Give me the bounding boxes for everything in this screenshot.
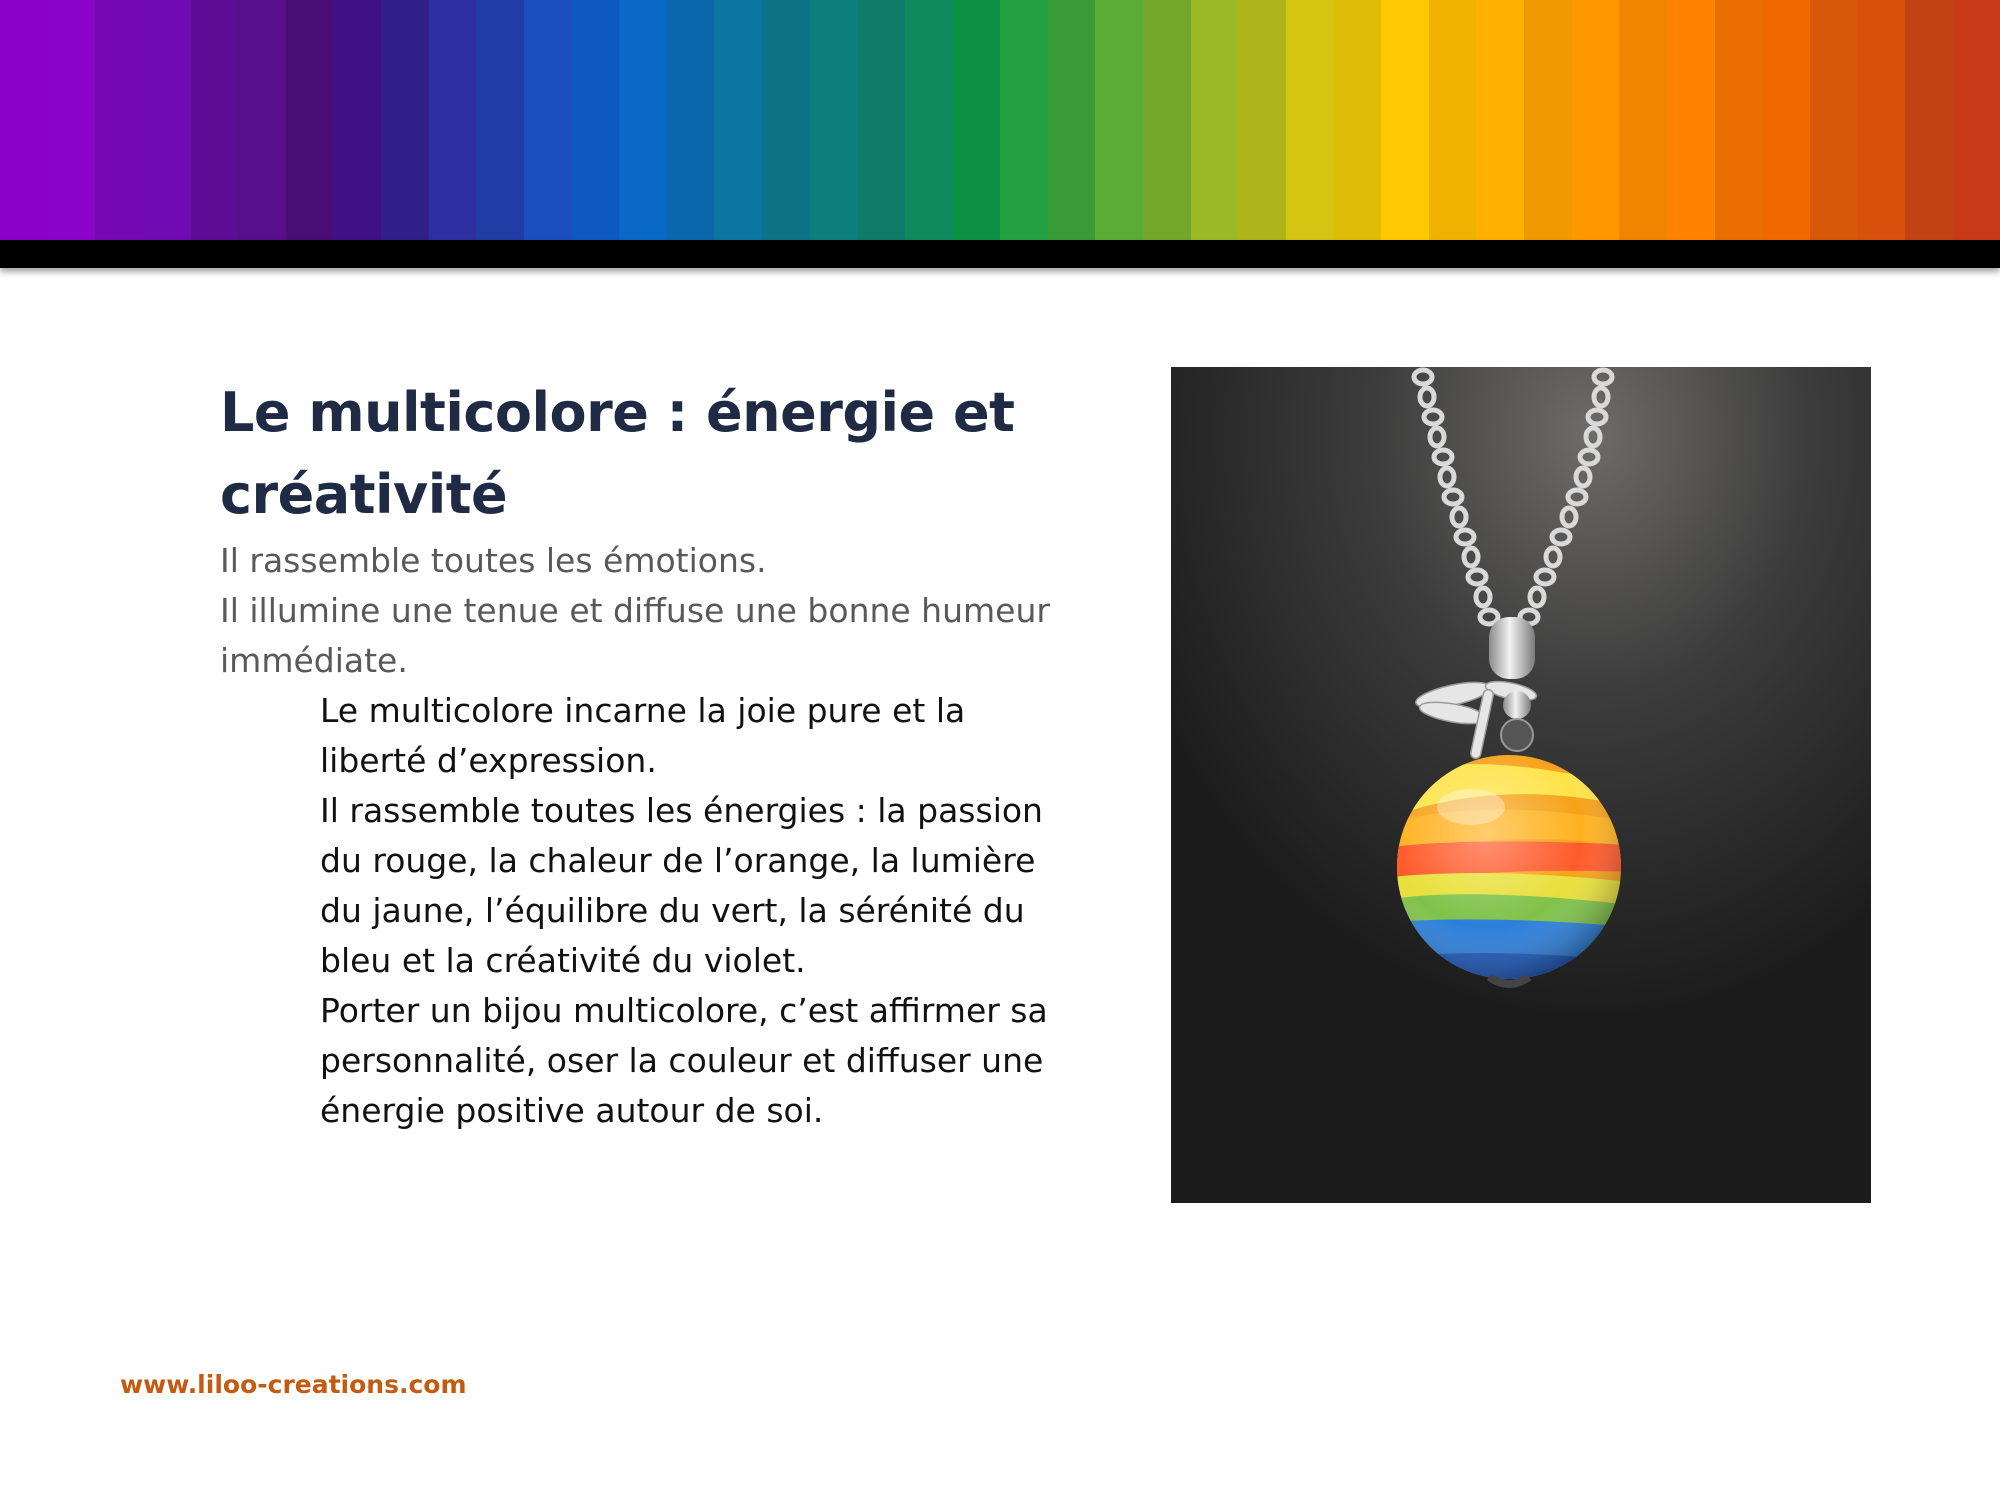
header-black-bar <box>0 240 2000 268</box>
lead-line: Il rassemble toutes les émotions. <box>220 541 767 580</box>
rainbow-stripe <box>333 0 381 240</box>
rainbow-stripe <box>191 0 239 240</box>
body-line: personnalité, oser la couleur et diffuser une <box>320 1041 1044 1080</box>
rainbow-stripe <box>429 0 477 240</box>
body-line: du rouge, la chaleur de l’orange, la lumière <box>320 841 1036 880</box>
rainbow-stripe <box>0 0 48 240</box>
rainbow-stripe <box>1000 0 1048 240</box>
body-line: du jaune, l’équilibre du vert, la sérénité du <box>320 891 1025 930</box>
rainbow-stripe <box>762 0 810 240</box>
rainbow-stripe <box>1334 0 1382 240</box>
rainbow-stripe <box>810 0 858 240</box>
rainbow-banner <box>0 0 2000 240</box>
footer-website-link[interactable]: www.liloo-creations.com <box>120 1370 467 1399</box>
rainbow-stripe <box>476 0 524 240</box>
body-line: liberté d’expression. <box>320 741 657 780</box>
rainbow-stripe <box>1619 0 1667 240</box>
rainbow-stripe <box>1048 0 1096 240</box>
lead-paragraph <box>220 536 1100 686</box>
rainbow-stripe <box>857 0 905 240</box>
rainbow-stripe <box>1286 0 1334 240</box>
rainbow-stripe <box>524 0 572 240</box>
lead-line: Il illumine une tenue et diffuse une bonne humeur <box>220 591 1050 630</box>
rainbow-stripe <box>95 0 143 240</box>
rainbow-stripe <box>1572 0 1620 240</box>
bail-icon <box>1489 617 1535 679</box>
body-line: bleu et la créativité du violet. <box>320 941 806 980</box>
rainbow-stripe <box>1095 0 1143 240</box>
spacer-bead-icon <box>1503 691 1531 719</box>
rainbow-stripe <box>1667 0 1715 240</box>
rainbow-stripe <box>48 0 96 240</box>
rainbow-stripe <box>238 0 286 240</box>
rainbow-stripe <box>1524 0 1572 240</box>
rainbow-stripe <box>572 0 620 240</box>
pendant-photo <box>1171 367 1871 1203</box>
pendant-illustration <box>1171 367 1871 1203</box>
body-line: Le multicolore incarne la joie pure et la <box>320 691 966 730</box>
rainbow-stripe <box>1143 0 1191 240</box>
rainbow-stripe <box>1191 0 1239 240</box>
rainbow-stripe <box>1715 0 1763 240</box>
rainbow-stripe <box>381 0 429 240</box>
rainbow-stripe <box>1953 0 2000 240</box>
rainbow-stripe <box>905 0 953 240</box>
rainbow-stripe <box>1762 0 1810 240</box>
body-line: Porter un bijou multicolore, c’est affirmer sa <box>320 991 1048 1030</box>
rainbow-stripe <box>619 0 667 240</box>
body-line: énergie positive autour de soi. <box>320 1091 824 1130</box>
rainbow-stripe <box>1905 0 1953 240</box>
spacer-bead-icon <box>1501 719 1533 751</box>
rainbow-stripe <box>1857 0 1905 240</box>
slide-title <box>220 372 1100 536</box>
rainbow-stripe <box>286 0 334 240</box>
rainbow-stripe <box>1810 0 1858 240</box>
rainbow-stripe <box>953 0 1001 240</box>
rainbow-stripe <box>1381 0 1429 240</box>
rainbow-stripe <box>1238 0 1286 240</box>
rainbow-stripe <box>1429 0 1477 240</box>
rainbow-stripe <box>667 0 715 240</box>
body-line: Il rassemble toutes les énergies : la passion <box>320 791 1043 830</box>
rainbow-stripe <box>143 0 191 240</box>
rainbow-stripe <box>1476 0 1524 240</box>
indented-paragraph <box>320 686 1090 1136</box>
slide-title-line1: Le multicolore : énergie et <box>220 381 1015 444</box>
lead-line: immédiate. <box>220 641 408 680</box>
rainbow-stripe <box>714 0 762 240</box>
text-column <box>220 372 1100 1136</box>
slide-title-line2: créativité <box>220 463 508 526</box>
